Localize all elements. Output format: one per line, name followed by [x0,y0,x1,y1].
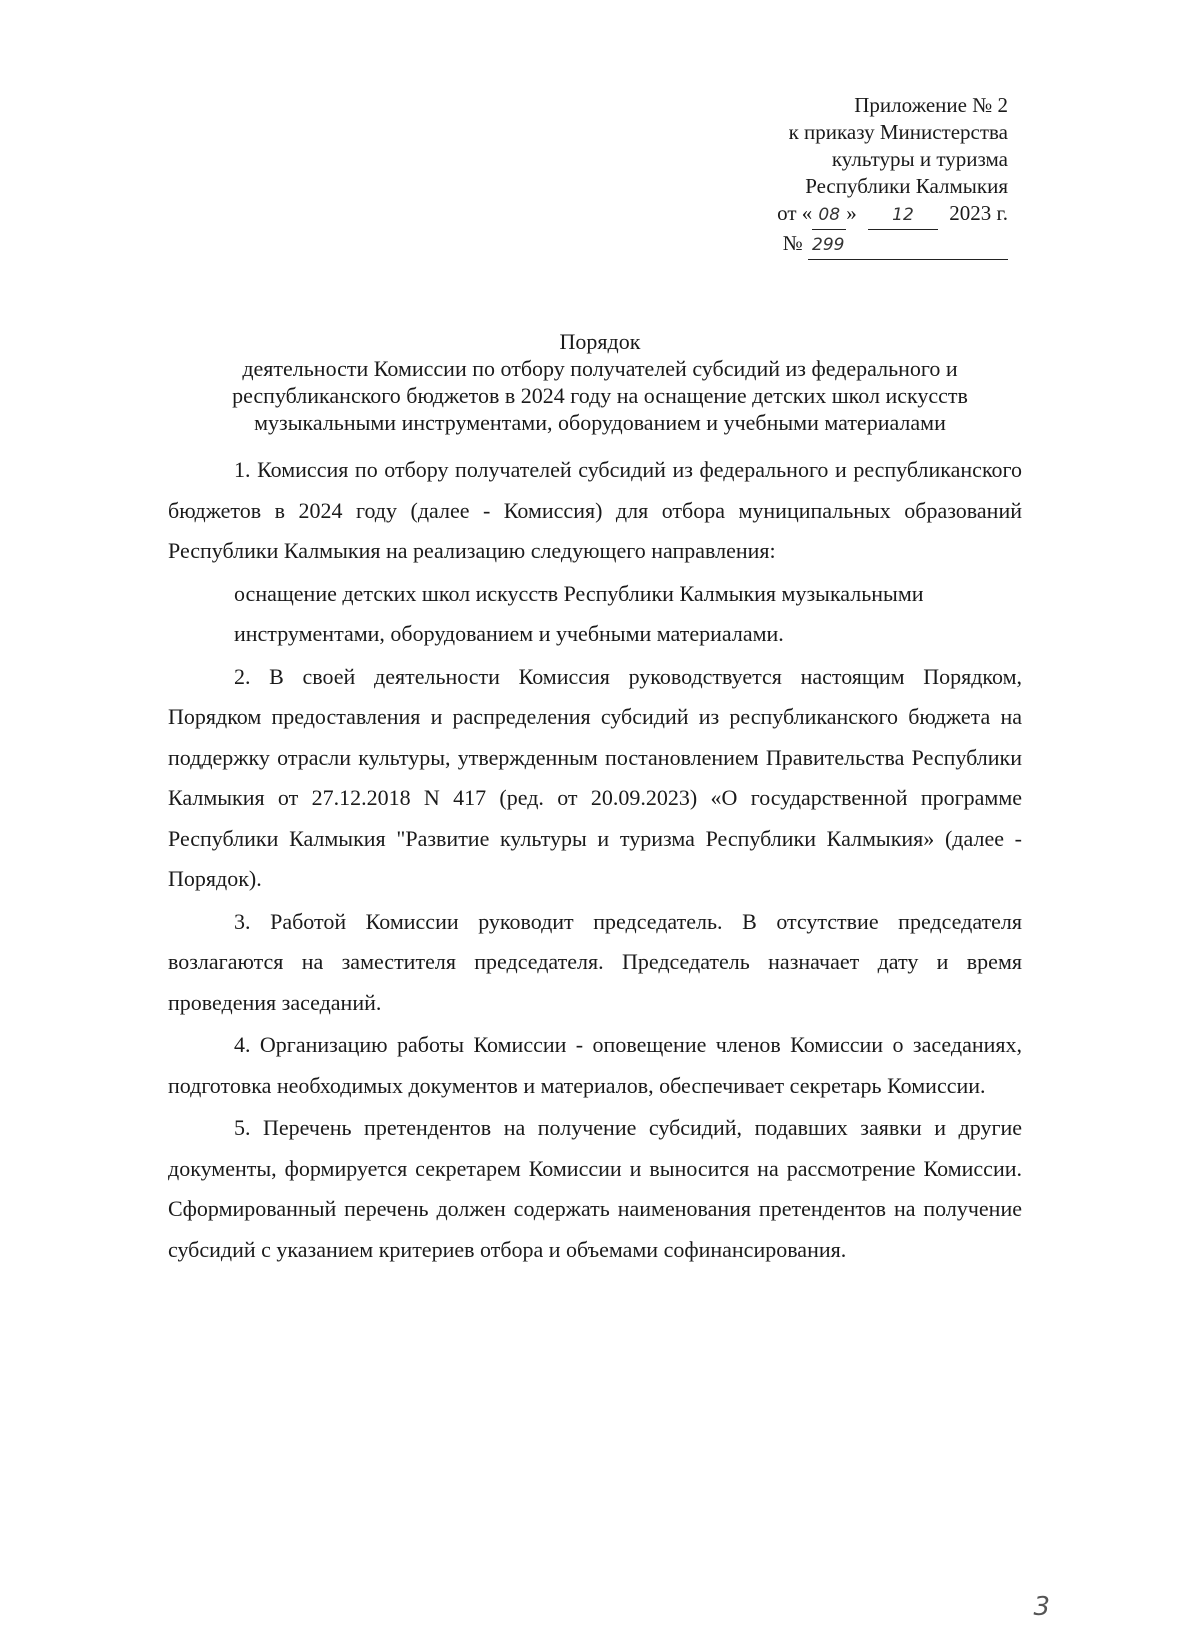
handwritten-day: 08 [812,202,846,230]
paragraph-3: 3. Работой Комиссии руководит председатель. В отсутствие председателя возлагаются на заместителя председателя. Председатель назначает дату и время проведения заседаний. [168,908,1022,1015]
paragraph-4: 4. Организацию работы Комиссии - оповещение членов Комиссии о заседаниях, подготовка необходимых документов и материалов, обеспечивает секретарь Комиссии. [168,1032,1022,1098]
order-date: от « 08 » 12 2023 г. [773,200,1008,230]
document-body [168,450,1022,1272]
handwritten-number: 299 [808,232,1008,260]
paragraph-1: 1. Комиссия по отбору получателей субсидий из федерального и республиканского бюджетов в 2024 году (далее - Комиссия) для отбора муниципальных образований Республики Калмыкия на реализацию следующего направления: [168,457,1022,563]
appendix-number: Приложение № 2 [854,93,1008,117]
paragraph-1-direction: оснащение детских школ искусств Республики Калмыкия музыкальными инструментами, оборудованием и учебными материалами. [234,580,924,646]
handwritten-month: 12 [868,202,938,230]
paragraph-2: 2. В своей деятельности Комиссия руководствуется настоящим Порядком, Порядком предоставления и распределения субсидий из республиканского бюджета на поддержку отрасли культуры, утвержденным постановлением Правительства Республики Калмыкия от 27.12.2018 N 417 (ред. от 20.09.2023) «О государственной программе Республики Калмыкия "Развитие культуры и туризма Республики Калмыкия» (далее - Порядок). [168,663,1022,891]
order-number: № 299 [773,230,1008,260]
republic-name: Республики Калмыкия [805,174,1008,198]
order-reference: к приказу Министерства [788,120,1008,144]
appendix-header [773,92,1008,260]
document-title: Порядок деятельности Комиссии по отбору получателей субсидий из федерального и республиканского бюджетов в 2024 году на оснащение детских школ искусств музыкальными инструментами, оборудованием и учебными материалами [232,329,968,435]
page-number: 3 [1033,1592,1050,1622]
ministry-name: культуры и туризма [831,147,1008,171]
paragraph-5: 5. Перечень претендентов на получение субсидий, подавших заявки и другие документы, формируется секретарем Комиссии и выносится на рассмотрение Комиссии. Сформированный перечень должен содержать наименования претендентов на получение субсидий с указанием критериев отбора и объемами софинансирования. [168,1115,1022,1262]
